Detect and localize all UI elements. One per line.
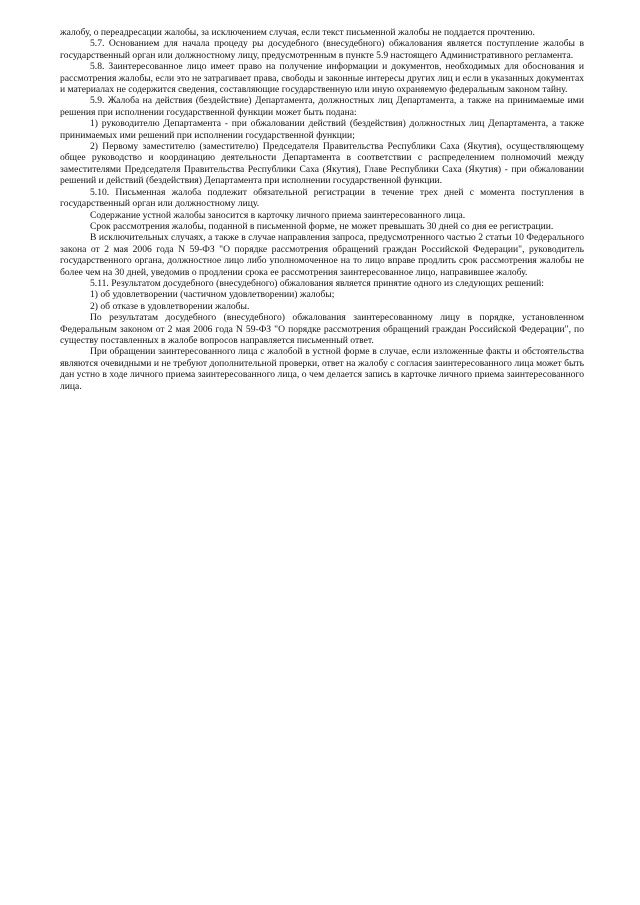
paragraph-oral-complaint: Содержание устной жалобы заносится в карточку личного приема заинтересованного лица. <box>90 209 466 221</box>
list-item-5-11-2: 2) об отказе в удовлетворении жалобы. <box>90 300 250 312</box>
paragraph-5-9: 5.9. Жалоба на действия (бездействие) Департамента, должностных лиц Департамента, а также на принимаемые ими решения при исполнении государственной функции может быть подана: <box>60 95 584 118</box>
paragraph-5-11: 5.11. Результатом досудебного (внесудебного) обжалования является принятие одного из следующих решений: <box>90 277 544 289</box>
paragraph-oral-answer: При обращении заинтересованного лица с жалобой в устной форме в случае, если изложенные факты и обстоятельства являются очевидными и не требуют дополнительной проверки, ответ на жалобу с согласия заинтересованного лица может быть дан устно в ходе личного приема заинтересованного лица, о чем делается запись в карточке личного приема заинтересованного лица. <box>60 346 584 392</box>
paragraph-5-10: 5.10. Письменная жалоба подлежит обязательной регистрации в течение трех дней с момента поступления в государственный орган или должностному лицу. <box>60 186 584 210</box>
paragraph-review-period: Срок рассмотрения жалобы, поданной в письменной форме, не может превышать 30 дней со дня ее регистрации. <box>90 220 554 232</box>
paragraph-continuation: жалобу, о переадресации жалобы, за исключением случая, если текст письменной жалобы не поддается прочтению. <box>60 27 535 38</box>
paragraph-exceptional-cases: В исключительных случаях, а также в случае направления запроса, предусмотренного частью 2 статьи 10 Федерального закона от 2 мая 2006 года N 59-ФЗ "О порядке рассмотрения обращений граждан Российской Федерации", руководитель государственного органа, должностное лицо либо уполномоченное на то лицо вправе продлить срок рассмотрения жалобы не более чем на 30 дней, уведомив о продлении срока ее рассмотрения заинтересованное лицо, направившее жалобу. <box>60 232 584 278</box>
list-item-5-9-2: 2) Первому заместителю (заместителю) Председателя Правительства Республики Саха (Якутия), осуществляющему общее руководство и координацию деятельности Департамента в соответствии с распределением полномочий между заместителями Председателя Правительства Республики Саха (Якутия), Главе Республики Саха (Якутия) - при обжаловании решений и действий (бездействия) Департамента при исполнении государственной функции. <box>60 141 584 187</box>
document-page <box>60 27 584 392</box>
paragraph-written-answer: По результатам досудебного (внесудебного) обжалования заинтересованному лицу в порядке, установленном Федеральным законом от 2 мая 2006 года N 59-ФЗ "О порядке рассмотрения обращений граждан Российской Федерации", по существу поставленных в жалобе вопросов направляется письменный ответ. <box>60 312 584 346</box>
list-item-5-9-1: 1) руководителю Департамента - при обжаловании действий (бездействия) должностных лиц Департамента, а также принимаемых ими решений при исполнении государственной функции; <box>60 118 584 141</box>
paragraph-5-7: 5.7. Основанием для начала процеду ры досудебного (внесудебного) обжалования является поступление жалобы в государственный орган или должностному лицу, предусмотренным в пункте 5.9 настоящего Административного регламента. <box>60 38 584 61</box>
list-item-5-11-1: 1) об удовлетворении (частичном удовлетворении) жалобы; <box>90 289 335 301</box>
paragraph-5-8: 5.8. Заинтересованное лицо имеет право на получение информации и документов, необходимых для обоснования и рассмотрения жалобы, если это не затрагивает права, свободы и законные интересы других лиц и если в указанных документах и материалах не содержится сведения, составляющие государственную или иную охраняемую федеральным законом тайну. <box>60 61 584 96</box>
